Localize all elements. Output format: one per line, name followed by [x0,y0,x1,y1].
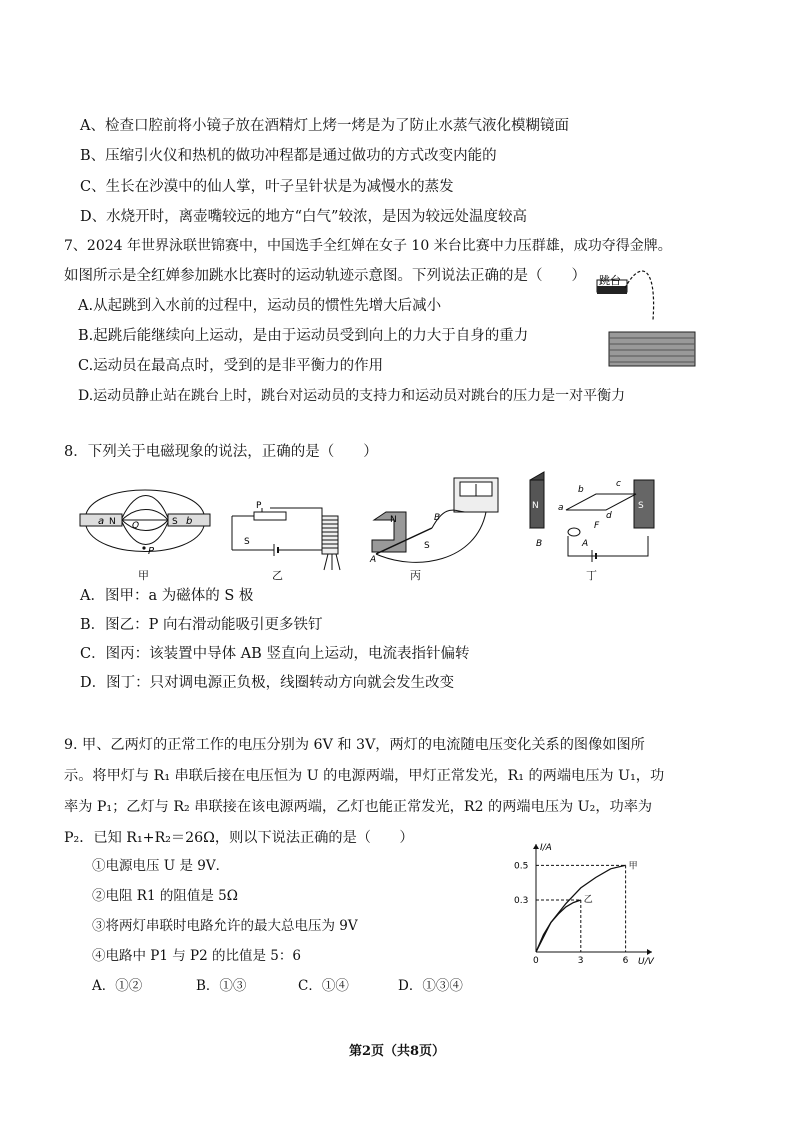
q6-option-b: B、压缩引火仪和热机的做功冲程都是通过做功的方式改变内能的 [80,148,497,164]
page-footer: 第2页（共8页） [348,1044,446,1059]
q7-option-a: A.从起跳到入水前的过程中，运动员的惯性先增大后减小 [78,298,442,314]
svg-text:c: c [616,479,621,489]
pool-water [609,332,695,366]
svg-text:A: A [582,539,589,549]
q9-statement-2: ②电阻 R1 的阻值是 5Ω [92,888,238,904]
svg-text:a: a [98,516,105,527]
svg-text:F: F [594,521,600,531]
q7-option-d: D.运动员静止站在跳台上时，跳台对运动员的支持力和运动员对跳台的压力是一对平衡力 [78,388,626,404]
svg-text:A: A [370,555,377,565]
trajectory-curve [625,271,654,320]
svg-text:a: a [558,503,564,513]
series-line-2 [536,900,581,952]
q9-stem-line1: 9. 甲、乙两灯的正常工作的电压分别为 6V 和 3V，两灯的电流随电压变化关系的图像如图所 [64,737,645,753]
x-tick-label: 6 [622,956,629,966]
q9-statement-1: ①电源电压 U 是 9V． [92,858,230,874]
svg-text:b: b [186,516,193,527]
q8-option-c: C．图丙：该装置中导体 AB 竖直向上运动，电流表指针偏转 [80,646,470,662]
q9-statement-4: ④电路中 P1 与 P2 的比值是 5：6 [92,948,301,964]
q7-stem-line1: 7、2024 年世界泳联世锦赛中，中国选手全红婵在女子 10 米台比赛中力压群雄，成功夺得金牌。 [64,238,672,254]
svg-text:P: P [148,546,155,557]
svg-text:N: N [390,515,397,525]
svg-text:P: P [256,501,262,511]
x-axis-arrow [647,949,652,955]
platform-label: 跳台 [599,274,621,287]
svg-text:b: b [578,485,584,495]
q7-option-b: B.起跳后能继续向上运动，是由于运动员受到向上的力大于自身的重力 [78,328,529,344]
figure-bing-induction [366,472,516,572]
figure-ding-motor [526,470,662,570]
platform-block [597,286,627,294]
x-axis-label: U/V [638,957,654,966]
svg-text:B: B [434,513,441,523]
q6-option-c: C、生长在沙漠中的仙人掌，叶子呈针状是为减慢水的蒸发 [80,179,454,195]
svg-text:N: N [109,517,116,527]
figure-caption-bing: 丙 [410,569,421,582]
y-axis-label: I/A [540,843,552,853]
q9-stem-line4: P₂．已知 R₁+R₂＝26Ω，则以下说法正确的是（ ） [64,830,414,846]
svg-text:N: N [532,501,539,511]
y-tick-label: 0.5 [514,861,529,872]
svg-text:S: S [424,541,430,551]
q9-stem-line2: 示。将甲灯与 R₁ 串联后接在电压恒为 U 的电源两端，甲灯正常发光，R₁ 的两端电压为 U₁，功 [64,768,665,784]
figure-caption-yi: 乙 [272,569,283,582]
series-line-1 [536,865,626,952]
q9-stem-line3: 率为 P₁；乙灯与 R₂ 串联接在该电源两端，乙灯也能正常发光，R2 的两端电压为 U₂，功率为 [64,799,653,815]
figure-caption-ding: 丁 [586,569,597,582]
q6-option-d: D、水烧开时，离壶嘴较远的地方“白气”较浓，是因为较远处温度较高 [80,209,527,225]
svg-text:Q: Q [132,521,140,531]
svg-text:B: B [536,539,543,549]
q7-stem-line2: 如图所示是全红婵参加跳水比赛时的运动轨迹示意图。下列说法正确的是（ ） [64,268,586,284]
q8-stem: 8．下列关于电磁现象的说法，正确的是（ ） [64,444,378,460]
q9-choice-c: C．①④ [298,978,349,994]
q9-choice-d: D．①③④ [398,978,463,994]
q9-choice-a: A．①② [92,978,143,994]
y-axis-arrow [533,844,539,849]
figure-caption-jia: 甲 [138,569,149,582]
svg-text:S: S [638,501,644,511]
y-tick-label: 0.3 [514,896,529,906]
q8-option-b: B．图乙：P 向右滑动能吸引更多铁钉 [80,617,323,633]
x-tick-label: 3 [577,956,584,966]
q6-option-a: A、检查口腔前将小镜子放在酒精灯上烤一烤是为了防止水蒸气液化模糊镜面 [80,118,569,134]
svg-text:S: S [244,537,250,547]
svg-text:S: S [172,517,178,527]
q9-statement-3: ③将两灯串联时电路允许的最大总电压为 9V [92,918,358,934]
svg-text:d: d [606,511,612,521]
q8-option-a: A．图甲：a 为磁体的 S 极 [80,588,254,604]
iu-graph [508,836,658,966]
series-label-1: 甲 [628,861,638,872]
figure-yi-electromagnet [226,494,352,574]
x-tick-label: 0 [533,956,539,966]
diving-trajectory-figure [595,262,705,382]
figure-jia-magnets [76,478,214,566]
series-label-2: 乙 [583,895,593,905]
q9-choice-b: B．①③ [196,978,247,994]
q8-option-d: D．图丁：只对调电源正负极，线圈转动方向就会发生改变 [80,675,455,691]
q7-option-c: C.运动员在最高点时，受到的是非平衡力的作用 [78,358,384,374]
